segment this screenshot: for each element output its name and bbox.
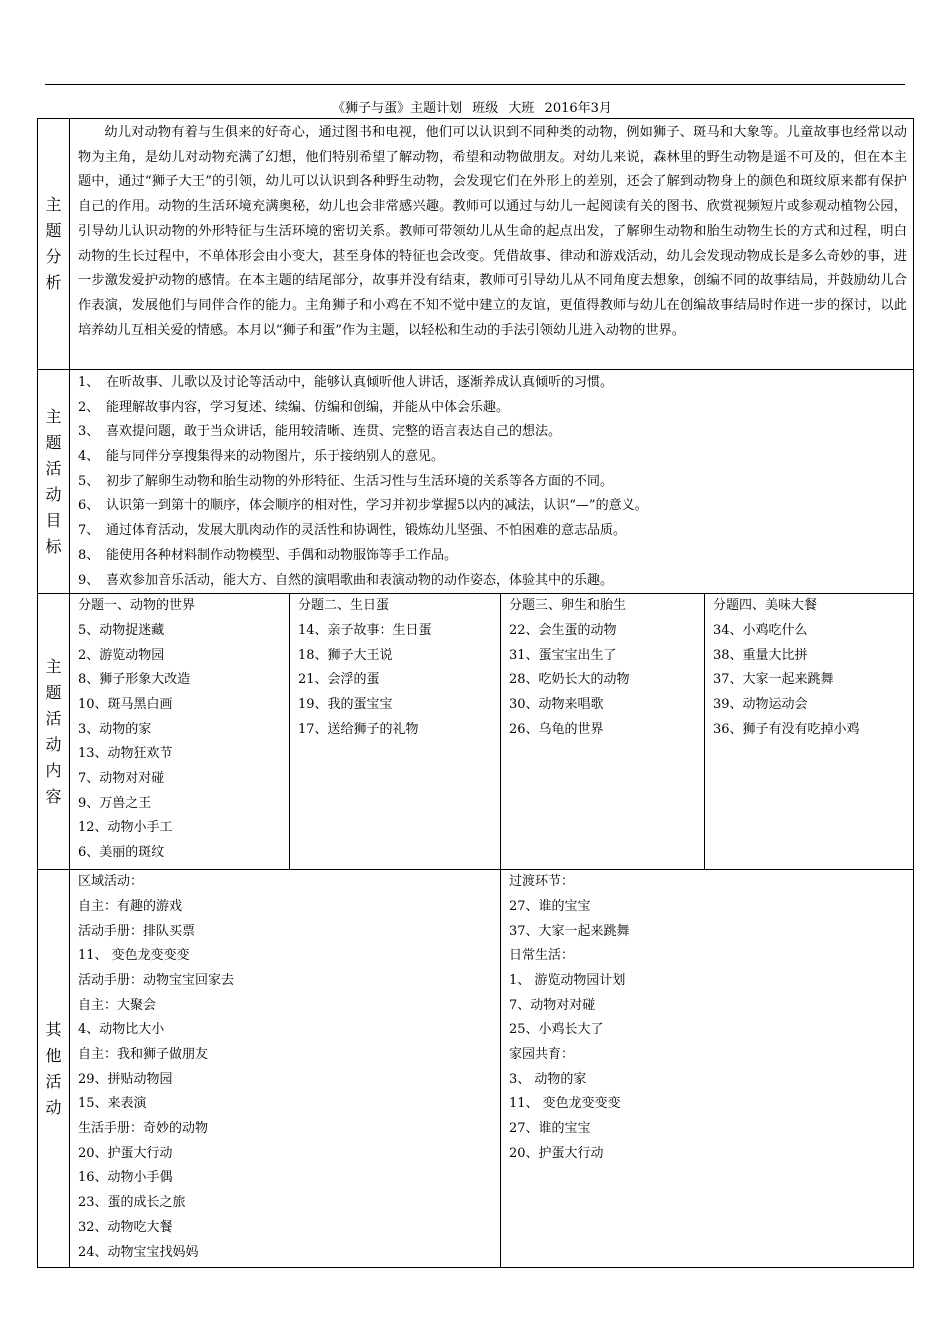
plan-title: 《狮子与蛋》主题计划 [332,101,463,116]
activity-item: 21、会浮的蛋 [298,672,380,688]
activity-item: 30、动物来唱歌 [509,696,604,712]
analysis-row [38,119,914,370]
activity-item: 39、动物运动会 [713,696,808,712]
subtopic-heading: 分题四、美味大餐 [713,598,818,614]
activity-item: 34、小鸡吃什么 [713,622,808,638]
other-activity-item: 11、 变色龙变变变 [78,948,190,964]
goal-text: 能使用各种材料制作动物模型、手偶和动物服饰等手工作品。 [106,547,458,563]
plan-table [37,118,914,1268]
goals-row [38,370,914,594]
goal-number: 8、 [78,547,100,563]
other-activity-item: 自主：大聚会 [78,997,157,1013]
other-activity-item: 活动手册：排队买票 [78,923,196,939]
other-activity-item: 1、 游览动物园计划 [509,972,626,988]
other-activity-item: 11、 变色龙变变变 [509,1096,621,1112]
other-activity-item: 15、来表演 [78,1096,147,1112]
activity-item: 19、我的蛋宝宝 [298,696,393,712]
subtopic-column-1 [70,594,290,870]
other-activity-item: 27、谁的宝宝 [509,898,591,914]
other-activity-item: 37、大家一起来跳舞 [509,923,630,939]
goal-item [70,569,913,594]
activity-item: 26、乌龟的世界 [509,721,604,737]
other-activity-item: 27、谁的宝宝 [509,1121,591,1137]
activity-item: 9、万兽之王 [78,795,152,811]
other-activity-item: 日常生活： [509,948,575,964]
goal-item [70,420,913,445]
activity-item: 12、动物小手工 [78,820,173,836]
subtopic-heading: 分题二、生日蛋 [298,598,390,614]
activity-item: 22、会生蛋的动物 [509,622,617,638]
area-activities [70,870,501,1268]
goal-item [70,494,913,519]
goal-text: 通过体育活动，发展大肌肉动作的灵活性和协调性，锻炼幼儿坚强、不怕困难的意志品质。 [106,523,627,539]
goal-item [70,445,913,470]
other-activity-item: 自主：有趣的游戏 [78,898,183,914]
goal-text: 喜欢参加音乐活动，能大方、自然的演唱歌曲和表演动物的动作姿态，体验其中的乐趣。 [106,572,614,588]
goal-number: 9、 [78,572,100,588]
activity-item: 37、大家一起来跳舞 [713,672,834,688]
other-activity-item: 25、小鸡长大了 [509,1022,604,1038]
activity-item: 31、蛋宝宝出生了 [509,647,617,663]
other-activity-item: 3、 动物的家 [509,1071,587,1087]
other-activity-item: 生活手册：奇妙的动物 [78,1121,209,1137]
activity-item: 28、吃奶长大的动物 [509,672,630,688]
goal-number: 2、 [78,399,100,415]
plan-date: 2016年3月 [544,101,612,116]
activity-item: 2、游览动物园 [78,647,165,663]
other-activity-item: 7、动物对对碰 [509,997,596,1013]
content-label: 主题活动内容 [38,594,70,870]
activity-item: 5、动物捉迷藏 [78,622,165,638]
goal-number: 6、 [78,498,100,514]
class-label: 班级 [472,101,499,116]
page-title [0,97,950,116]
goal-number: 7、 [78,523,100,539]
other-activity-item: 29、拼贴动物园 [78,1071,173,1087]
activity-item: 8、狮子形象大改造 [78,672,191,688]
goal-number: 1、 [78,375,100,390]
activity-item: 10、斑马黑白画 [78,696,173,712]
analysis-label: 主题分析 [38,119,70,370]
activity-item: 3、动物的家 [78,721,152,737]
goal-text: 在听故事、儿歌以及讨论等活动中，能够认真倾听他人讲话，逐渐养成认真倾听的习惯。 [106,375,614,390]
goal-text: 能理解故事内容，学习复述、续编、仿编和创编，并能从中体会乐趣。 [106,399,510,415]
other-activity-item: 过渡环节： [509,874,575,890]
other-activity-item: 20、护蛋大行动 [509,1145,604,1161]
activity-item: 14、亲子故事：生日蛋 [298,622,432,638]
other-activity-item: 32、动物吃大餐 [78,1219,173,1235]
subtopic-column-4 [705,594,914,870]
other-row [38,870,914,1268]
subtopic-heading: 分题一、动物的世界 [78,598,196,614]
subtopic-heading: 分题三、卵生和胎生 [509,598,627,614]
other-activity-item: 家园共育： [509,1047,575,1062]
daily-activities [501,870,914,1268]
header-rule [45,84,905,85]
subtopic-column-2 [290,594,501,870]
activity-item: 18、狮子大王说 [298,647,393,663]
goal-number: 5、 [78,473,100,489]
goals-label: 主题活动目标 [38,370,70,594]
activity-item: 13、动物狂欢节 [78,746,173,762]
goal-text: 能与同伴分享搜集得来的动物图片，乐于接纳别人的意见。 [106,449,445,465]
activity-item: 36、狮子有没有吃掉小鸡 [713,721,860,737]
analysis-text: 幼儿对动物有着与生俱来的好奇心，通过图书和电视，他们可以认识到不同种类的动物，例如狮子、斑马和大象等。儿童故事也经常以动物为主角，是幼儿对动物充满了幻想，他们特别希望了解动物，希望和动物做朋友。对幼儿来说，森林里的野生动物是遥不可及的，但在本主题中，通过“狮子大王”的引领，幼儿可以认识到各种野生动物，会发现它们在外形上的差别，还会了解到动物身上的颜色和斑纹原来都有保护自己的作用。动物的生活环境充满奥秘，幼儿也会非常感兴趣。教师可以通过与幼儿一起阅读有关的图书、欣赏视频短片或参观动植物公园，引导幼儿认识动物的外形特征与生活环境的密切关系。教师可带领幼儿从生命的起点出发，了解卵生动物和胎生动物生长的方式和过程，明白动物的生长过程中，不单体形会由小变大，甚至身体的特征也会改变。凭借故事、律动和游戏活动，幼儿会发现动物成长是多么奇妙的事，进一步激发爱护动物的感情。在本主题的结尾部分，故事并没有结束，教师可引导幼儿从不同角度去想象，创编不同的故事结局，并鼓励幼儿合作表演，发展他们与同伴合作的能力。主角狮子和小鸡在不知不觉中建立的友谊，更值得教师与幼儿在创编故事结局时作进一步的探讨，以此培养幼儿互相关爱的情感。本月以“狮子和蛋”作为主题，以轻松和生动的手法引领幼儿进入动物的世界。 [70,119,914,370]
goal-item [70,470,913,495]
activity-item: 7、动物对对碰 [78,771,165,786]
goal-item [70,371,913,396]
class-value: 大班 [508,101,535,116]
goals-list [70,370,914,594]
other-activity-item: 16、动物小手偶 [78,1170,173,1186]
other-activity-item: 24、动物宝宝找妈妈 [78,1244,199,1260]
goal-text: 喜欢提问题，敢于当众讲话，能用较清晰、连贯、完整的语言表达自己的想法。 [106,424,562,440]
other-activity-item: 4、动物比大小 [78,1022,165,1038]
goal-text: 认识第一到第十的顺序，体会顺序的相对性，学习并初步掌握5以内的减法，认识“—”的意义。 [106,498,648,514]
activity-item: 38、重量大比拼 [713,647,808,663]
activity-item: 6、美丽的斑纹 [78,845,165,861]
other-activity-item: 20、护蛋大行动 [78,1145,173,1161]
goal-number: 4、 [78,449,100,465]
goal-item [70,544,913,569]
other-activity-item: 23、蛋的成长之旅 [78,1195,186,1211]
activity-item: 17、送给狮子的礼物 [298,721,419,737]
other-activity-item: 活动手册：动物宝宝回家去 [78,972,235,988]
other-label: 其他活动 [38,870,70,1268]
subtopic-column-3 [501,594,705,870]
goal-item [70,519,913,544]
goal-number: 3、 [78,424,100,440]
other-activity-item: 自主：我和狮子做朋友 [78,1047,209,1062]
other-activity-item: 区域活动： [78,874,144,890]
content-row [38,594,914,870]
goal-item [70,396,913,421]
goal-text: 初步了解卵生动物和胎生动物的外形特征、生活习性与生活环境的关系等各方面的不同。 [106,473,614,489]
